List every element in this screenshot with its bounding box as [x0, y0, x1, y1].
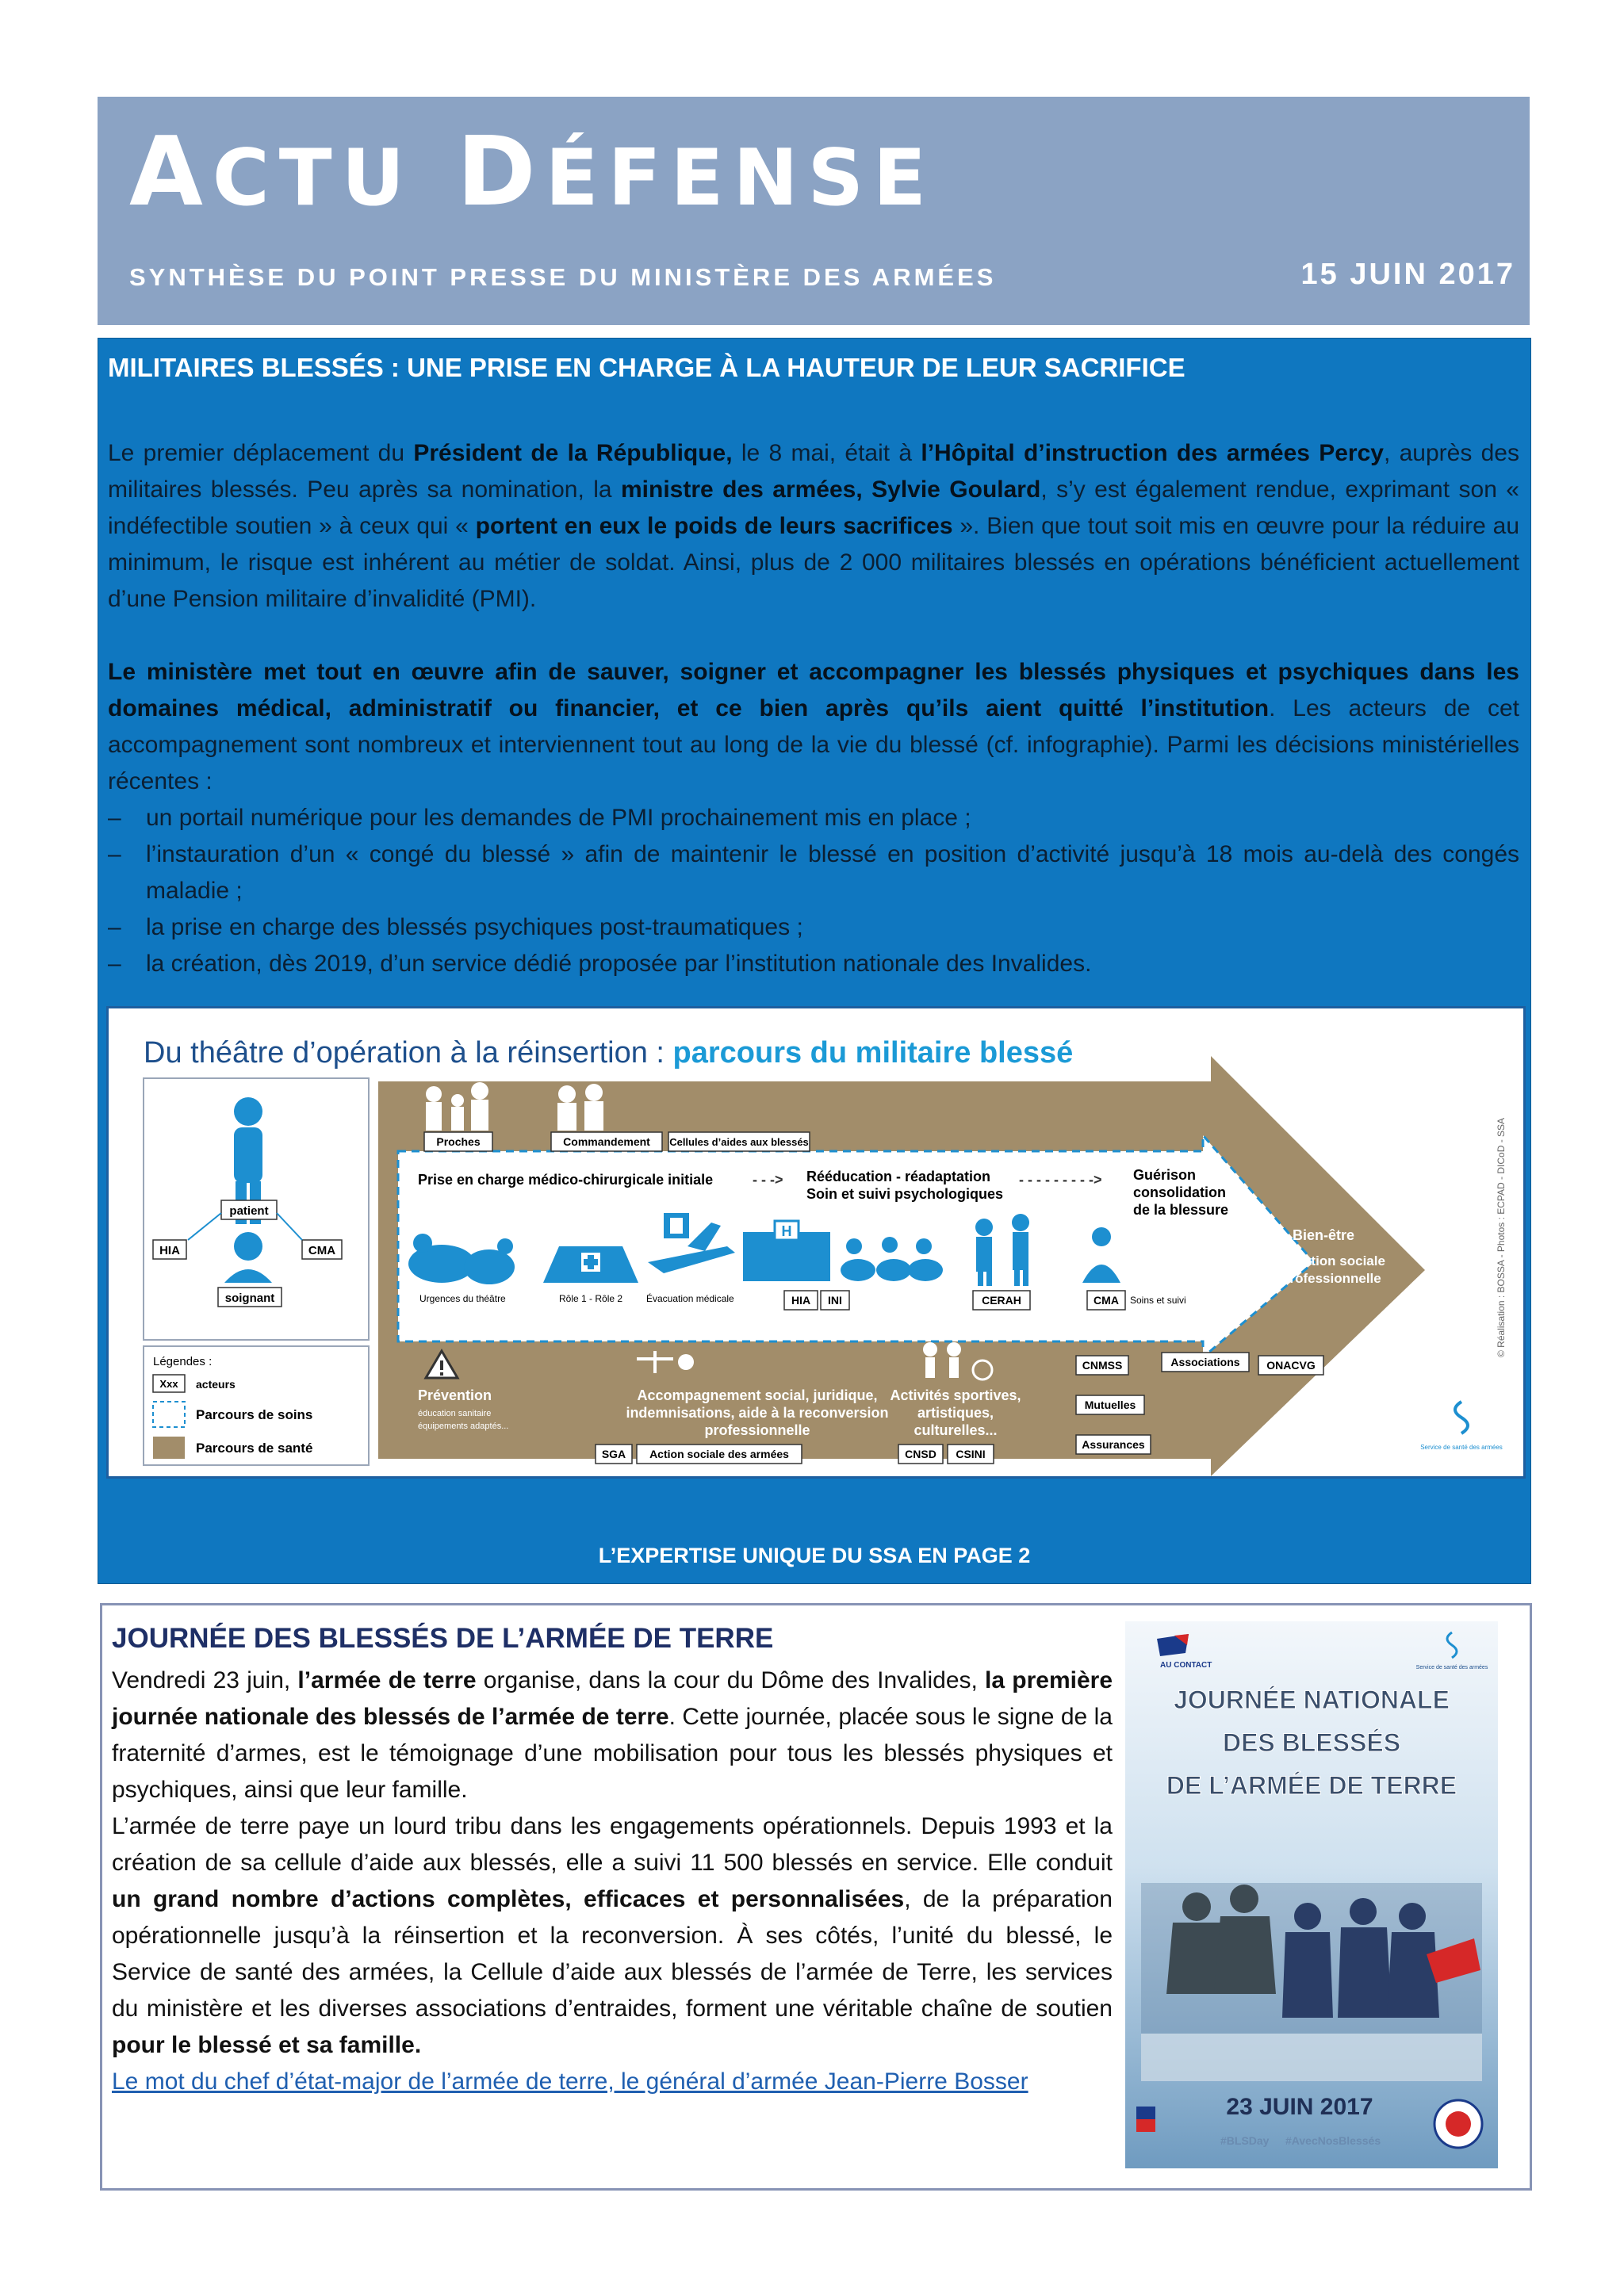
prevention-sub-2: équipements adaptés... — [418, 1422, 509, 1431]
list-item: – la prise en charge des blessés psychiques post-traumatiques ; — [108, 914, 803, 940]
poster-line-3: DE L’ARMÉE DE TERRE — [1166, 1771, 1457, 1800]
poster-graphic — [1125, 1621, 1498, 2168]
svg-text:H: H — [781, 1223, 792, 1239]
poster-line-2: DES BLESSÉS — [1222, 1728, 1401, 1757]
prevention-sub: éducation sanitaire — [418, 1409, 492, 1418]
photo-credit: © Réalisation : BOSSA - Photos : ECPAD - DICoD - SSA — [1496, 1117, 1507, 1357]
army-seal-icon — [1434, 2100, 1482, 2148]
section-body — [108, 435, 1519, 982]
paragraph: Vendredi 23 juin, l’armée de terre organise, dans la cour du Dôme des Invalides, la première journée nationale des blessés de l’armée de terre. Cette journée, placée sous le signe de la fraternité d’armes, est le témoignage d’une mobilisation pour tous les blessés physiques et psychiques, ainsi que leur famille. — [112, 1667, 1113, 1803]
stage-initial-care: Prise en charge médico-chirurgicale initiale — [418, 1172, 714, 1188]
paragraph: Le premier déplacement du Président de la République, le 8 mai, était à l’Hôpital d’instruction des armées Percy, auprès des militaires blessés. Peu après sa nomination, la ministre des armées, Sylvie Goulard, s’y est également rendue, exprimant son « indéfectible soutien » à ceux qui « portent en eux le poids de leurs sacrifices ». Bien que tout soit mis en œuvre pour la réduire au minimum, le risque est inhérent au métier de soldat. Ainsi, plus de 2 000 militaires blessés en opérations bénéficient actuellement d’une Pension militaire d’invalidité (PMI). — [108, 440, 1520, 612]
stage-rehab: Rééducation - réadaptation — [806, 1169, 991, 1184]
role-hia: HIA — [159, 1244, 180, 1257]
legend-actors: acteurs — [196, 1378, 236, 1391]
tag-sga: SGA — [601, 1448, 626, 1460]
poster-logo-left: AU CONTACT — [1160, 1661, 1212, 1670]
role-soignant: soignant — [224, 1292, 275, 1305]
paragraph: L’armée de terre paye un lourd tribu dans les engagements opérationnels. Depuis 1993 et la création de sa cellule d’aide aux blessés, elle a suivi 11 500 blessés en service. Elle conduit un grand nombre d’actions complètes, efficaces et personnalisées, de la préparation opérationnelle jusqu’à la réinsertion et la reconversion. À ses côtés, l’unité du blessé, le Service de santé des armées, la Cellule d’aide aux blessés de l’armée de Terre, les services du ministère et les diverses associations d’entraides, forment une véritable chaîne de soutien pour le blessé et sa famille. — [112, 1813, 1113, 2058]
tag-cellules: Cellules d’aides aux blessés — [669, 1136, 809, 1148]
tag-action-sociale: Action sociale des armées — [649, 1448, 789, 1460]
tag-hia: HIA — [791, 1294, 811, 1307]
decisions-list — [108, 800, 1519, 982]
list-item: – la création, dès 2019, d’un service dédié proposée par l’institution nationale des Invalides. — [108, 951, 1092, 977]
section-body — [112, 1663, 1113, 2100]
svg-text:Service de santé des armées: Service de santé des armées — [1420, 1444, 1503, 1451]
infographic — [106, 1006, 1526, 1479]
role-patient: patient — [229, 1204, 269, 1218]
tag-mutuelles: Mutuelles — [1084, 1399, 1136, 1411]
support-label-3: professionnelle — [704, 1422, 810, 1438]
label-role: Rôle 1 - Rôle 2 — [559, 1293, 623, 1304]
activities-label-3: culturelles... — [914, 1422, 998, 1438]
stage-injury: de la blessure — [1133, 1202, 1229, 1218]
reinsertion-label: Réinsertion sociale — [1262, 1253, 1385, 1269]
tag-cma: CMA — [1094, 1294, 1119, 1307]
tag-cnsd: CNSD — [905, 1448, 936, 1460]
tag-cnmss: CNMSS — [1082, 1359, 1123, 1372]
list-item: – l’instauration d’un « congé du blessé » afin de maintenir le blessé en position d’activité jusqu’à 18 mois au-delà des congés maladie ; — [108, 841, 1519, 904]
chief-of-staff-link[interactable]: Le mot du chef d’état-major de l’armée de terre, le général d’armée Jean-Pierre Bosser — [112, 2068, 1028, 2095]
page-2-teaser: L’EXPERTISE UNIQUE DU SSA EN PAGE 2 — [598, 1544, 1031, 1567]
prevention-label: Prévention — [418, 1387, 492, 1403]
activities-label: Activités sportives, — [890, 1387, 1021, 1403]
poster-date: 23 JUIN 2017 — [1226, 2094, 1373, 2120]
poster-line-1: JOURNÉE NATIONALE — [1174, 1686, 1450, 1714]
poster-hashtag-1: #BLSDay — [1220, 2134, 1270, 2147]
legend-actors-tag: Xxx — [159, 1378, 178, 1390]
newsletter-subtitle: SYNTHÈSE DU POINT PRESSE DU MINISTÈRE DES ARMÉES — [129, 263, 997, 291]
poster-hashtag-2: #AvecNosBlessés — [1285, 2134, 1381, 2147]
legend-care-path: Parcours de soins — [196, 1407, 313, 1422]
label-evacuation: Évacuation médicale — [646, 1293, 734, 1304]
list-item: – un portail numérique pour les demandes de PMI prochainement mis en place ; — [108, 805, 971, 831]
tag-cerah: CERAH — [982, 1294, 1021, 1307]
legend-health-path: Parcours de santé — [196, 1441, 313, 1456]
tag-proches: Proches — [436, 1135, 481, 1148]
section-army-wounded-day — [100, 1603, 1532, 2191]
support-label-2: indemnisations, aide à la reconversion — [626, 1405, 889, 1421]
tag-assurances: Assurances — [1082, 1438, 1145, 1451]
support-label: Accompagnement social, juridique, — [637, 1387, 878, 1403]
section-military-wounded — [98, 338, 1531, 1584]
infographic-title: Du théâtre d’opération à la réinsertion : parcours du militaire blessé — [144, 1036, 1074, 1070]
tag-commandement: Commandement — [563, 1135, 650, 1148]
legend-title: Légendes : — [153, 1355, 213, 1368]
section-title: JOURNÉE DES BLESSÉS DE L’ARMÉE DE TERRE — [112, 1623, 774, 1654]
masthead — [98, 97, 1530, 325]
tag-ini: INI — [828, 1294, 842, 1307]
wellbeing-label: Bien-être — [1292, 1227, 1355, 1243]
issue-date: 15 JUIN 2017 — [1300, 258, 1515, 291]
poster-logo-right: Service de santé des armées — [1415, 1665, 1488, 1670]
role-cma: CMA — [308, 1244, 336, 1257]
svg-text:- - ->: - - -> — [753, 1172, 783, 1188]
running-soldiers-photo — [1141, 1883, 1482, 2081]
stage-healing: Guérison — [1133, 1167, 1197, 1183]
infographic-graphic — [109, 1008, 1523, 1476]
newsletter-title: ACTU DÉFENSE — [129, 117, 936, 228]
paragraph: Le ministère met tout en œuvre afin de sauver, soigner et accompagner les blessés physiques et psychiques dans les domaines médical, administratif ou financier, et ce bien après qu’ils aient quitté l’institution. Les acteurs de cet accompagnement sont nombreux et interviennent tout au long de la vie du blessé (cf. infographie). Parmi les décisions ministérielles récentes : — [108, 659, 1519, 794]
label-urgences: Urgences du théâtre — [419, 1293, 506, 1304]
section-title: MILITAIRES BLESSÉS : UNE PRISE EN CHARGE À LA HAUTEUR DE LEUR SACRIFICE — [108, 353, 1185, 382]
stage-consolidation: consolidation — [1133, 1184, 1226, 1200]
activities-label-2: artistiques, — [917, 1405, 994, 1421]
label-soins-suivi: Soins et suivi — [1130, 1295, 1186, 1306]
tag-csini: CSINI — [956, 1448, 986, 1460]
tag-associations: Associations — [1170, 1356, 1240, 1368]
svg-text:- - - - - - - - ->: - - - - - - - - -> — [1019, 1172, 1102, 1188]
stage-psych: Soin et suivi psychologiques — [806, 1186, 1004, 1202]
reinsertion-label-2: et professionnelle — [1266, 1271, 1381, 1286]
event-poster — [1125, 1621, 1498, 2168]
tag-onacvg: ONACVG — [1266, 1359, 1316, 1372]
